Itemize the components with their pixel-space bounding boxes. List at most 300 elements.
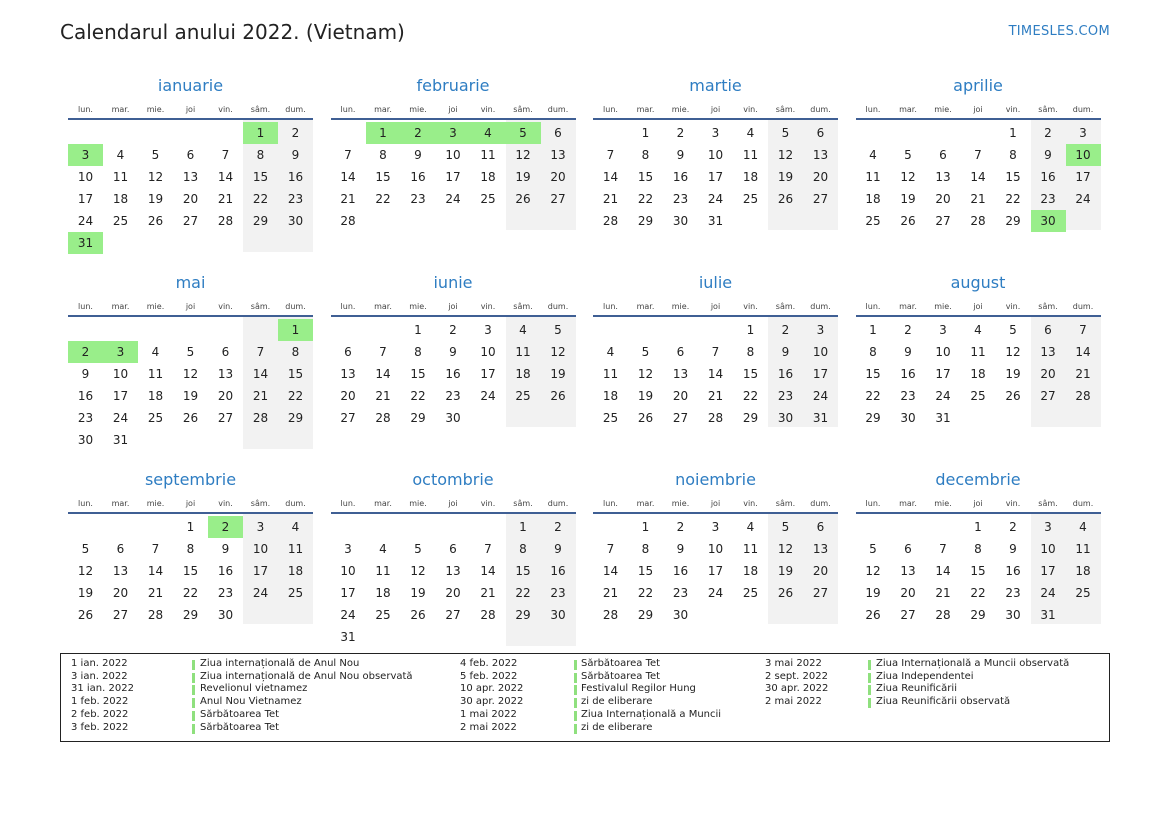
calendar-day: 30 bbox=[672, 214, 689, 228]
calendar-day: 7 bbox=[379, 345, 387, 359]
calendar-day: 18 bbox=[147, 389, 164, 403]
calendar-day: 28 bbox=[375, 411, 391, 425]
calendar-day: 28 bbox=[970, 214, 986, 228]
calendar-day: 26 bbox=[1005, 389, 1021, 403]
calendar-day: 25 bbox=[742, 586, 759, 600]
calendar-day: 4 bbox=[746, 520, 755, 534]
legend-marker bbox=[574, 660, 577, 670]
legend-date: 31 ian. 2022 bbox=[71, 683, 134, 695]
calendar-day: 5 bbox=[781, 520, 790, 534]
calendar-day: 15 bbox=[515, 564, 531, 578]
calendar-day: 5 bbox=[151, 148, 160, 162]
weekday-label: dum. bbox=[285, 105, 306, 114]
weekday-label: joi bbox=[185, 302, 196, 311]
calendar-day: 17 bbox=[707, 564, 724, 578]
month-name: iulie bbox=[698, 273, 733, 292]
calendar-day: 11 bbox=[1075, 542, 1091, 556]
month-septembrie bbox=[68, 466, 313, 656]
calendar-day: 31 bbox=[812, 411, 829, 425]
calendar-day: 27 bbox=[550, 192, 566, 206]
calendar-day: 12 bbox=[1005, 345, 1021, 359]
calendar-day: 12 bbox=[865, 564, 881, 578]
weekday-label: vin. bbox=[218, 105, 233, 114]
holiday-legend bbox=[60, 653, 1110, 742]
calendar-day: 7 bbox=[256, 345, 265, 359]
month-name: aprilie bbox=[953, 76, 1003, 95]
holiday-day: 30 bbox=[1031, 210, 1066, 232]
calendar-day: 22 bbox=[182, 586, 199, 600]
calendar-day: 14 bbox=[1075, 345, 1091, 359]
month-name: martie bbox=[689, 76, 742, 95]
calendar-day: 28 bbox=[935, 608, 951, 622]
calendar-day: 13 bbox=[550, 148, 566, 162]
weekday-label: dum. bbox=[285, 499, 306, 508]
holiday-day: 3 bbox=[436, 122, 471, 144]
calendar-day: 2 bbox=[676, 126, 685, 140]
calendar-day: 30 bbox=[445, 411, 461, 425]
calendar-day: 14 bbox=[970, 170, 986, 184]
calendar-day: 10 bbox=[112, 367, 129, 381]
calendar-day: 15 bbox=[637, 170, 654, 184]
calendar-day: 9 bbox=[221, 542, 230, 556]
calendar-day: 28 bbox=[602, 608, 619, 622]
calendar-day: 25 bbox=[480, 192, 496, 206]
calendar-day: 20 bbox=[1040, 367, 1056, 381]
calendar-day: 24 bbox=[112, 411, 129, 425]
calendar-day: 16 bbox=[445, 367, 461, 381]
calendar-day: 25 bbox=[112, 214, 129, 228]
calendar-day: 15 bbox=[375, 170, 391, 184]
calendar-day: 31 bbox=[1040, 608, 1056, 622]
calendar-day: 25 bbox=[515, 389, 531, 403]
legend-marker bbox=[192, 724, 195, 734]
weekday-label: lun. bbox=[865, 499, 881, 508]
calendar-day: 13 bbox=[935, 170, 951, 184]
calendar-day: 19 bbox=[515, 170, 531, 184]
calendar-day: 14 bbox=[707, 367, 724, 381]
calendar-day: 14 bbox=[602, 564, 619, 578]
weekday-label: vin. bbox=[480, 302, 496, 311]
calendar-day: 10 bbox=[480, 345, 496, 359]
calendar-day: 30 bbox=[672, 608, 689, 622]
calendar-day: 10 bbox=[252, 542, 269, 556]
calendar-day: 11 bbox=[375, 564, 391, 578]
weekday-label: mar. bbox=[374, 105, 392, 114]
calendar-day: 23 bbox=[672, 586, 689, 600]
calendar-day: 20 bbox=[900, 586, 916, 600]
calendar-day: 16 bbox=[410, 170, 426, 184]
calendar-day: 28 bbox=[217, 214, 234, 228]
holiday-day: 31 bbox=[68, 232, 103, 254]
calendar-day: 1 bbox=[869, 323, 877, 337]
weekday-label: lun. bbox=[865, 302, 881, 311]
calendar-day: 6 bbox=[116, 542, 125, 556]
calendar-day: 4 bbox=[379, 542, 387, 556]
calendar-day: 8 bbox=[641, 542, 650, 556]
calendar-day: 21 bbox=[217, 192, 234, 206]
weekday-label: mar. bbox=[899, 105, 917, 114]
calendar-day: 17 bbox=[252, 564, 269, 578]
weekday-label: sâm. bbox=[1038, 499, 1058, 508]
calendar-day: 21 bbox=[970, 192, 986, 206]
weekday-label: dum. bbox=[1072, 105, 1094, 114]
calendar-day: 15 bbox=[410, 367, 426, 381]
calendar-day: 3 bbox=[939, 323, 947, 337]
calendar-day: 18 bbox=[287, 564, 304, 578]
calendar-day: 27 bbox=[340, 411, 356, 425]
calendar-day: 18 bbox=[865, 192, 881, 206]
calendar-day: 18 bbox=[970, 367, 986, 381]
legend-holiday-name: Ziua Internațională a Muncii bbox=[581, 708, 722, 720]
calendar-day: 7 bbox=[484, 542, 492, 556]
calendar-day: 9 bbox=[81, 367, 90, 381]
legend-holiday-name: Sărbătoarea Tet bbox=[200, 721, 280, 733]
weekday-label: sâm. bbox=[1038, 302, 1058, 311]
calendar-day: 5 bbox=[1009, 323, 1017, 337]
weekday-label: mar. bbox=[636, 105, 655, 114]
calendar-day: 6 bbox=[344, 345, 352, 359]
weekday-label: dum. bbox=[285, 302, 306, 311]
calendar-day: 28 bbox=[480, 608, 496, 622]
calendar-day: 5 bbox=[414, 542, 422, 556]
calendar-day: 6 bbox=[554, 126, 562, 140]
weekday-label: mar. bbox=[374, 499, 392, 508]
calendar-day: 26 bbox=[147, 214, 164, 228]
calendar-grid bbox=[68, 72, 1102, 652]
calendar-day: 3 bbox=[711, 520, 720, 534]
calendar-day: 27 bbox=[112, 608, 129, 622]
month-iulie bbox=[593, 269, 838, 459]
calendar-day: 9 bbox=[676, 542, 685, 556]
calendar-day: 21 bbox=[480, 586, 496, 600]
legend-marker bbox=[868, 698, 871, 708]
calendar-day: 29 bbox=[637, 608, 654, 622]
calendar-day: 29 bbox=[252, 214, 269, 228]
weekday-label: lun. bbox=[865, 105, 881, 114]
calendar-day: 9 bbox=[904, 345, 912, 359]
calendar-day: 9 bbox=[676, 148, 685, 162]
calendar-day: 12 bbox=[550, 345, 566, 359]
calendar-day: 9 bbox=[1044, 148, 1052, 162]
calendar-day: 21 bbox=[252, 389, 269, 403]
calendar-day: 22 bbox=[1005, 192, 1021, 206]
weekday-label: dum. bbox=[810, 105, 831, 114]
calendar-day: 4 bbox=[606, 345, 615, 359]
weekday-label: mie. bbox=[146, 302, 165, 311]
calendar-day: 10 bbox=[812, 345, 829, 359]
calendar-day: 24 bbox=[707, 192, 724, 206]
weekday-label: joi bbox=[973, 105, 983, 114]
weekday-label: dum. bbox=[547, 302, 569, 311]
calendar-day: 4 bbox=[746, 126, 755, 140]
calendar-day: 21 bbox=[147, 586, 164, 600]
weekday-label: lun. bbox=[340, 105, 356, 114]
weekday-label: vin. bbox=[743, 302, 758, 311]
calendar-day: 23 bbox=[77, 411, 94, 425]
legend-date: 1 mai 2022 bbox=[460, 708, 517, 720]
calendar-day: 24 bbox=[1040, 586, 1056, 600]
weekday-label: lun. bbox=[78, 499, 93, 508]
weekday-label: vin. bbox=[480, 105, 496, 114]
calendar-day: 14 bbox=[340, 170, 356, 184]
calendar-day: 25 bbox=[602, 411, 619, 425]
calendar-day: 27 bbox=[812, 586, 829, 600]
calendar-day: 21 bbox=[602, 586, 619, 600]
calendar-day: 19 bbox=[1005, 367, 1021, 381]
calendar-day: 23 bbox=[217, 586, 234, 600]
calendar-day: 22 bbox=[375, 192, 391, 206]
month-name: octombrie bbox=[412, 470, 494, 489]
legend-holiday-name: zi de eliberare bbox=[581, 721, 653, 733]
calendar-day: 6 bbox=[1044, 323, 1052, 337]
calendar-day: 16 bbox=[900, 367, 916, 381]
calendar-day: 1 bbox=[519, 520, 527, 534]
calendar-day: 19 bbox=[410, 586, 426, 600]
calendar-day: 3 bbox=[484, 323, 492, 337]
holiday-day: 2 bbox=[208, 516, 243, 538]
calendar-day: 17 bbox=[445, 170, 461, 184]
month-name: iunie bbox=[433, 273, 473, 292]
calendar-day: 31 bbox=[340, 630, 356, 644]
weekday-label: dum. bbox=[810, 302, 831, 311]
calendar-day: 4 bbox=[974, 323, 982, 337]
legend-marker bbox=[868, 673, 871, 683]
calendar-day: 8 bbox=[641, 148, 650, 162]
month-februarie bbox=[331, 72, 576, 262]
weekday-label: vin. bbox=[218, 499, 233, 508]
legend-date: 2 mai 2022 bbox=[765, 696, 822, 708]
calendar-day: 22 bbox=[252, 192, 269, 206]
calendar-day: 17 bbox=[1075, 170, 1091, 184]
holiday-day: 5 bbox=[506, 122, 541, 144]
calendar-day: 8 bbox=[186, 542, 195, 556]
legend-marker bbox=[574, 724, 577, 734]
calendar-day: 25 bbox=[147, 411, 164, 425]
calendar-day: 12 bbox=[410, 564, 426, 578]
calendar-day: 4 bbox=[291, 520, 300, 534]
site-link[interactable]: TIMESLES.COM bbox=[1008, 24, 1110, 39]
weekday-label: dum. bbox=[1072, 499, 1094, 508]
calendar-day: 10 bbox=[340, 564, 356, 578]
calendar-day: 16 bbox=[287, 170, 304, 184]
calendar-day: 12 bbox=[777, 542, 794, 556]
calendar-day: 22 bbox=[637, 192, 654, 206]
calendar-day: 18 bbox=[375, 586, 391, 600]
legend-holiday-name: Sărbătoarea Tet bbox=[581, 658, 661, 669]
calendar-day: 26 bbox=[182, 411, 199, 425]
calendar-day: 21 bbox=[340, 192, 356, 206]
calendar-day: 2 bbox=[1009, 520, 1017, 534]
calendar-day: 27 bbox=[182, 214, 199, 228]
weekday-label: sâm. bbox=[250, 302, 271, 311]
calendar-day: 2 bbox=[1044, 126, 1052, 140]
calendar-day: 18 bbox=[515, 367, 531, 381]
legend-marker bbox=[574, 711, 577, 721]
calendar-day: 25 bbox=[287, 586, 304, 600]
calendar-day: 19 bbox=[637, 389, 654, 403]
calendar-day: 2 bbox=[904, 323, 912, 337]
legend-date: 30 apr. 2022 bbox=[765, 683, 829, 695]
calendar-day: 24 bbox=[1075, 192, 1091, 206]
calendar-day: 11 bbox=[970, 345, 986, 359]
calendar-day: 21 bbox=[602, 192, 619, 206]
weekday-label: sâm. bbox=[250, 105, 271, 114]
calendar-day: 29 bbox=[970, 608, 986, 622]
calendar-day: 24 bbox=[480, 389, 496, 403]
legend-holiday-name: Ziua Reunificării bbox=[876, 683, 957, 695]
legend-date: 3 mai 2022 bbox=[765, 658, 822, 669]
weekday-label: mar. bbox=[899, 499, 917, 508]
weekday-label: mie. bbox=[671, 499, 690, 508]
calendar-day: 15 bbox=[637, 564, 654, 578]
calendar-day: 8 bbox=[519, 542, 527, 556]
calendar-day: 23 bbox=[1040, 192, 1056, 206]
legend-holiday-name: Ziua Independentei bbox=[876, 670, 974, 682]
calendar-day: 21 bbox=[375, 389, 391, 403]
calendar-day: 1 bbox=[746, 323, 755, 337]
page-title: Calendarul anului 2022. (Vietnam) bbox=[60, 20, 405, 44]
weekday-label: mar. bbox=[111, 105, 130, 114]
calendar-day: 12 bbox=[77, 564, 94, 578]
calendar-day: 19 bbox=[77, 586, 94, 600]
weekday-label: lun. bbox=[603, 105, 618, 114]
calendar-day: 8 bbox=[256, 148, 265, 162]
legend-marker bbox=[574, 698, 577, 708]
calendar-day: 22 bbox=[637, 586, 654, 600]
weekday-label: joi bbox=[973, 499, 983, 508]
calendar-day: 3 bbox=[1079, 126, 1087, 140]
weekday-label: mie. bbox=[409, 499, 427, 508]
month-name: ianuarie bbox=[157, 76, 224, 95]
calendar-day: 19 bbox=[777, 170, 794, 184]
calendar-day: 8 bbox=[414, 345, 422, 359]
calendar-day: 1 bbox=[1009, 126, 1017, 140]
calendar-day: 28 bbox=[147, 608, 164, 622]
calendar-day: 27 bbox=[900, 608, 916, 622]
calendar-day: 15 bbox=[865, 367, 881, 381]
calendar-day: 24 bbox=[707, 586, 724, 600]
calendar-day: 8 bbox=[1009, 148, 1017, 162]
legend-date: 2 mai 2022 bbox=[460, 721, 517, 733]
calendar-day: 16 bbox=[1005, 564, 1021, 578]
calendar-day: 25 bbox=[865, 214, 881, 228]
month-ianuarie bbox=[68, 72, 313, 262]
calendar-day: 10 bbox=[707, 542, 724, 556]
legend-marker bbox=[192, 698, 195, 708]
month-mai bbox=[68, 269, 313, 459]
weekday-label: mar. bbox=[111, 302, 130, 311]
calendar-day: 22 bbox=[970, 586, 986, 600]
calendar-day: 13 bbox=[812, 148, 829, 162]
month-octombrie bbox=[331, 466, 576, 656]
calendar-day: 12 bbox=[515, 148, 531, 162]
weekday-label: sâm. bbox=[775, 499, 796, 508]
calendar-day: 15 bbox=[1005, 170, 1021, 184]
weekday-label: mie. bbox=[934, 105, 952, 114]
calendar-day: 5 bbox=[186, 345, 195, 359]
calendar-day: 31 bbox=[707, 214, 724, 228]
calendar-day: 13 bbox=[340, 367, 356, 381]
legend-date: 2 sept. 2022 bbox=[765, 670, 828, 682]
calendar-day: 14 bbox=[147, 564, 164, 578]
holiday-day: 1 bbox=[278, 319, 313, 341]
holiday-day: 4 bbox=[471, 122, 506, 144]
calendar-day: 18 bbox=[112, 192, 129, 206]
calendar-day: 1 bbox=[414, 323, 422, 337]
calendar-day: 17 bbox=[77, 192, 94, 206]
legend-holiday-name: Revelionul vietnamez bbox=[200, 683, 308, 695]
calendar-day: 10 bbox=[445, 148, 461, 162]
calendar-day: 20 bbox=[445, 586, 461, 600]
calendar-day: 29 bbox=[410, 411, 426, 425]
weekday-label: vin. bbox=[480, 499, 496, 508]
calendar-day: 13 bbox=[182, 170, 199, 184]
legend-holiday-name: Ziua internațională de Anul Nou bbox=[200, 658, 360, 669]
calendar-day: 7 bbox=[711, 345, 720, 359]
calendar-day: 16 bbox=[1040, 170, 1056, 184]
calendar-day: 5 bbox=[781, 126, 790, 140]
calendar-day: 7 bbox=[606, 542, 615, 556]
weekday-label: dum. bbox=[547, 105, 569, 114]
weekday-label: joi bbox=[973, 302, 983, 311]
calendar-day: 5 bbox=[81, 542, 90, 556]
calendar-day: 19 bbox=[147, 192, 164, 206]
weekday-label: lun. bbox=[340, 302, 356, 311]
calendar-day: 13 bbox=[112, 564, 129, 578]
calendar-day: 27 bbox=[672, 411, 689, 425]
calendar-day: 29 bbox=[637, 214, 654, 228]
legend-date: 3 ian. 2022 bbox=[71, 670, 128, 682]
weekday-label: joi bbox=[710, 105, 721, 114]
weekday-label: mar. bbox=[636, 499, 655, 508]
weekday-label: mie. bbox=[934, 499, 952, 508]
weekday-label: dum. bbox=[810, 499, 831, 508]
calendar-day: 2 bbox=[291, 126, 300, 140]
calendar-day: 12 bbox=[182, 367, 199, 381]
legend-marker bbox=[192, 673, 195, 683]
calendar-day: 29 bbox=[515, 608, 531, 622]
calendar-day: 15 bbox=[182, 564, 199, 578]
calendar-day: 8 bbox=[974, 542, 982, 556]
month-iunie bbox=[331, 269, 576, 459]
calendar-day: 20 bbox=[672, 389, 689, 403]
calendar-day: 22 bbox=[287, 389, 304, 403]
calendar-day: 23 bbox=[672, 192, 689, 206]
weekday-label: joi bbox=[710, 499, 721, 508]
weekday-label: dum. bbox=[1072, 302, 1094, 311]
calendar-day: 5 bbox=[869, 542, 877, 556]
month-aprilie bbox=[856, 72, 1101, 262]
calendar-day: 1 bbox=[974, 520, 982, 534]
calendar-day: 14 bbox=[480, 564, 496, 578]
calendar-day: 25 bbox=[375, 608, 391, 622]
calendar-day: 17 bbox=[480, 367, 496, 381]
month-decembrie bbox=[856, 466, 1101, 656]
calendar-day: 4 bbox=[116, 148, 125, 162]
calendar-day: 24 bbox=[77, 214, 94, 228]
calendar-day: 29 bbox=[865, 411, 881, 425]
weekday-label: mie. bbox=[409, 302, 427, 311]
calendar-day: 23 bbox=[287, 192, 304, 206]
legend-holiday-name: Ziua Reunificării observată bbox=[876, 696, 1011, 708]
weekday-label: sâm. bbox=[775, 302, 796, 311]
month-name: august bbox=[950, 273, 1006, 292]
calendar-day: 20 bbox=[935, 192, 951, 206]
calendar-day: 23 bbox=[550, 586, 566, 600]
weekday-label: sâm. bbox=[775, 105, 796, 114]
calendar-day: 25 bbox=[742, 192, 759, 206]
calendar-day: 9 bbox=[781, 345, 790, 359]
